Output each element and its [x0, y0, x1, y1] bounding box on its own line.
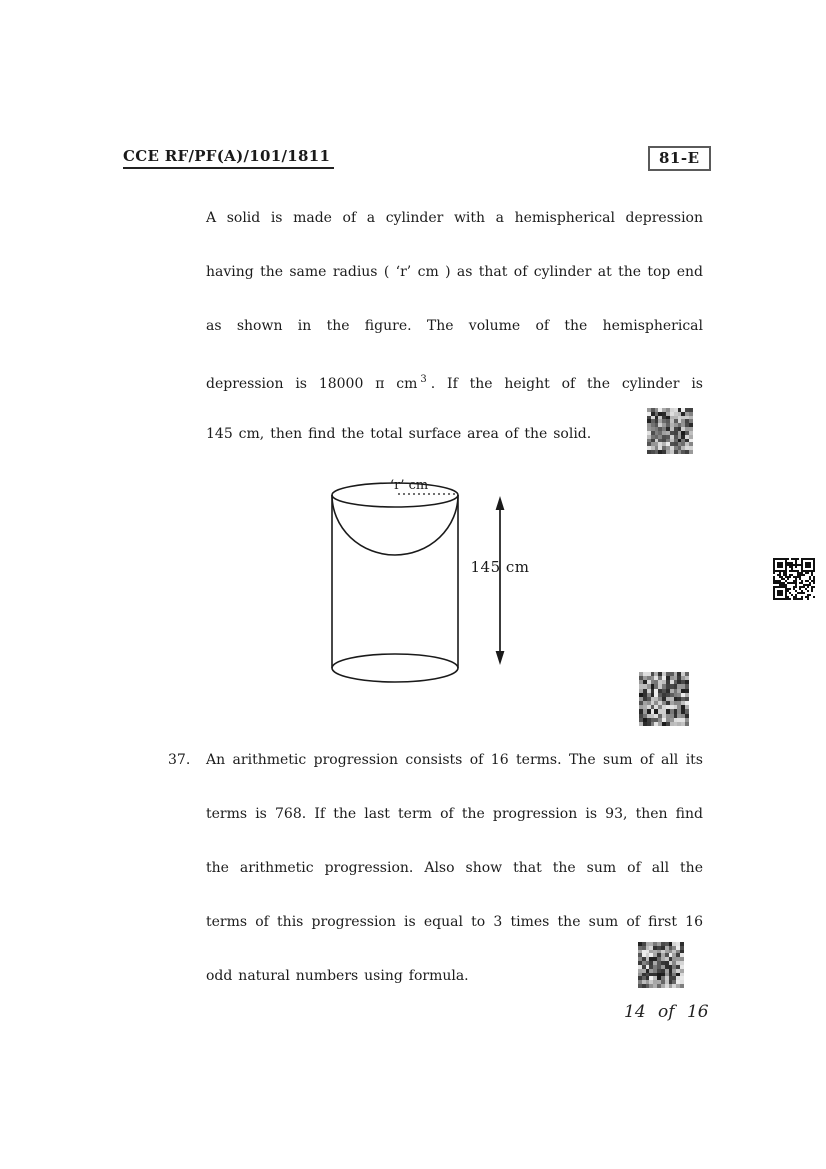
question-line: odd natural numbers using formula. [206, 968, 469, 984]
question-line: the arithmetic progression. Also show that the sum of all the [206, 860, 703, 876]
question-line: terms of this progression is equal to 3 times the sum of first 16 [206, 914, 703, 930]
question-line: as shown in the figure. The volume of the hemispherical [206, 318, 703, 334]
qr-code-icon [639, 672, 689, 726]
superscript-exponent: 3 [420, 374, 427, 385]
arrow-down-head [496, 651, 505, 665]
question-line: 145 cm, then find the total surface area of the solid. [206, 426, 592, 442]
question-line: having the same radius ( ‘r’ cm ) as that of cylinder at the top end [206, 264, 703, 280]
qr-code-icon [647, 408, 693, 454]
qr-code-icon [773, 558, 815, 600]
question-line: terms is 768. If the last term of the progression is 93, then find [206, 806, 703, 822]
question-line: An arithmetic progression consists of 16 terms. The sum of all its [206, 752, 703, 768]
question-number: 37. [168, 752, 191, 768]
cylinder-figure [300, 472, 545, 687]
arrow-up-head [496, 496, 505, 510]
cylinder-with-hemispherical-depression-drawing [300, 472, 545, 687]
question-line [206, 370, 703, 394]
exam-code: CCE RF/PF(A)/101/1811 [123, 147, 334, 169]
line-text: . If the height of the cylinder is [430, 376, 703, 392]
line-text: depression is 18000 π cm [206, 376, 418, 392]
paper-code-badge: 81-E [648, 146, 711, 171]
qr-code-icon [638, 942, 684, 988]
radius-label: ‘r’ cm [390, 478, 429, 493]
question-line: A solid is made of a cylinder with a hemispherical depression [206, 210, 703, 226]
height-label: 145 cm [470, 558, 530, 576]
page-indicator: 14 of 16 [624, 1002, 709, 1022]
